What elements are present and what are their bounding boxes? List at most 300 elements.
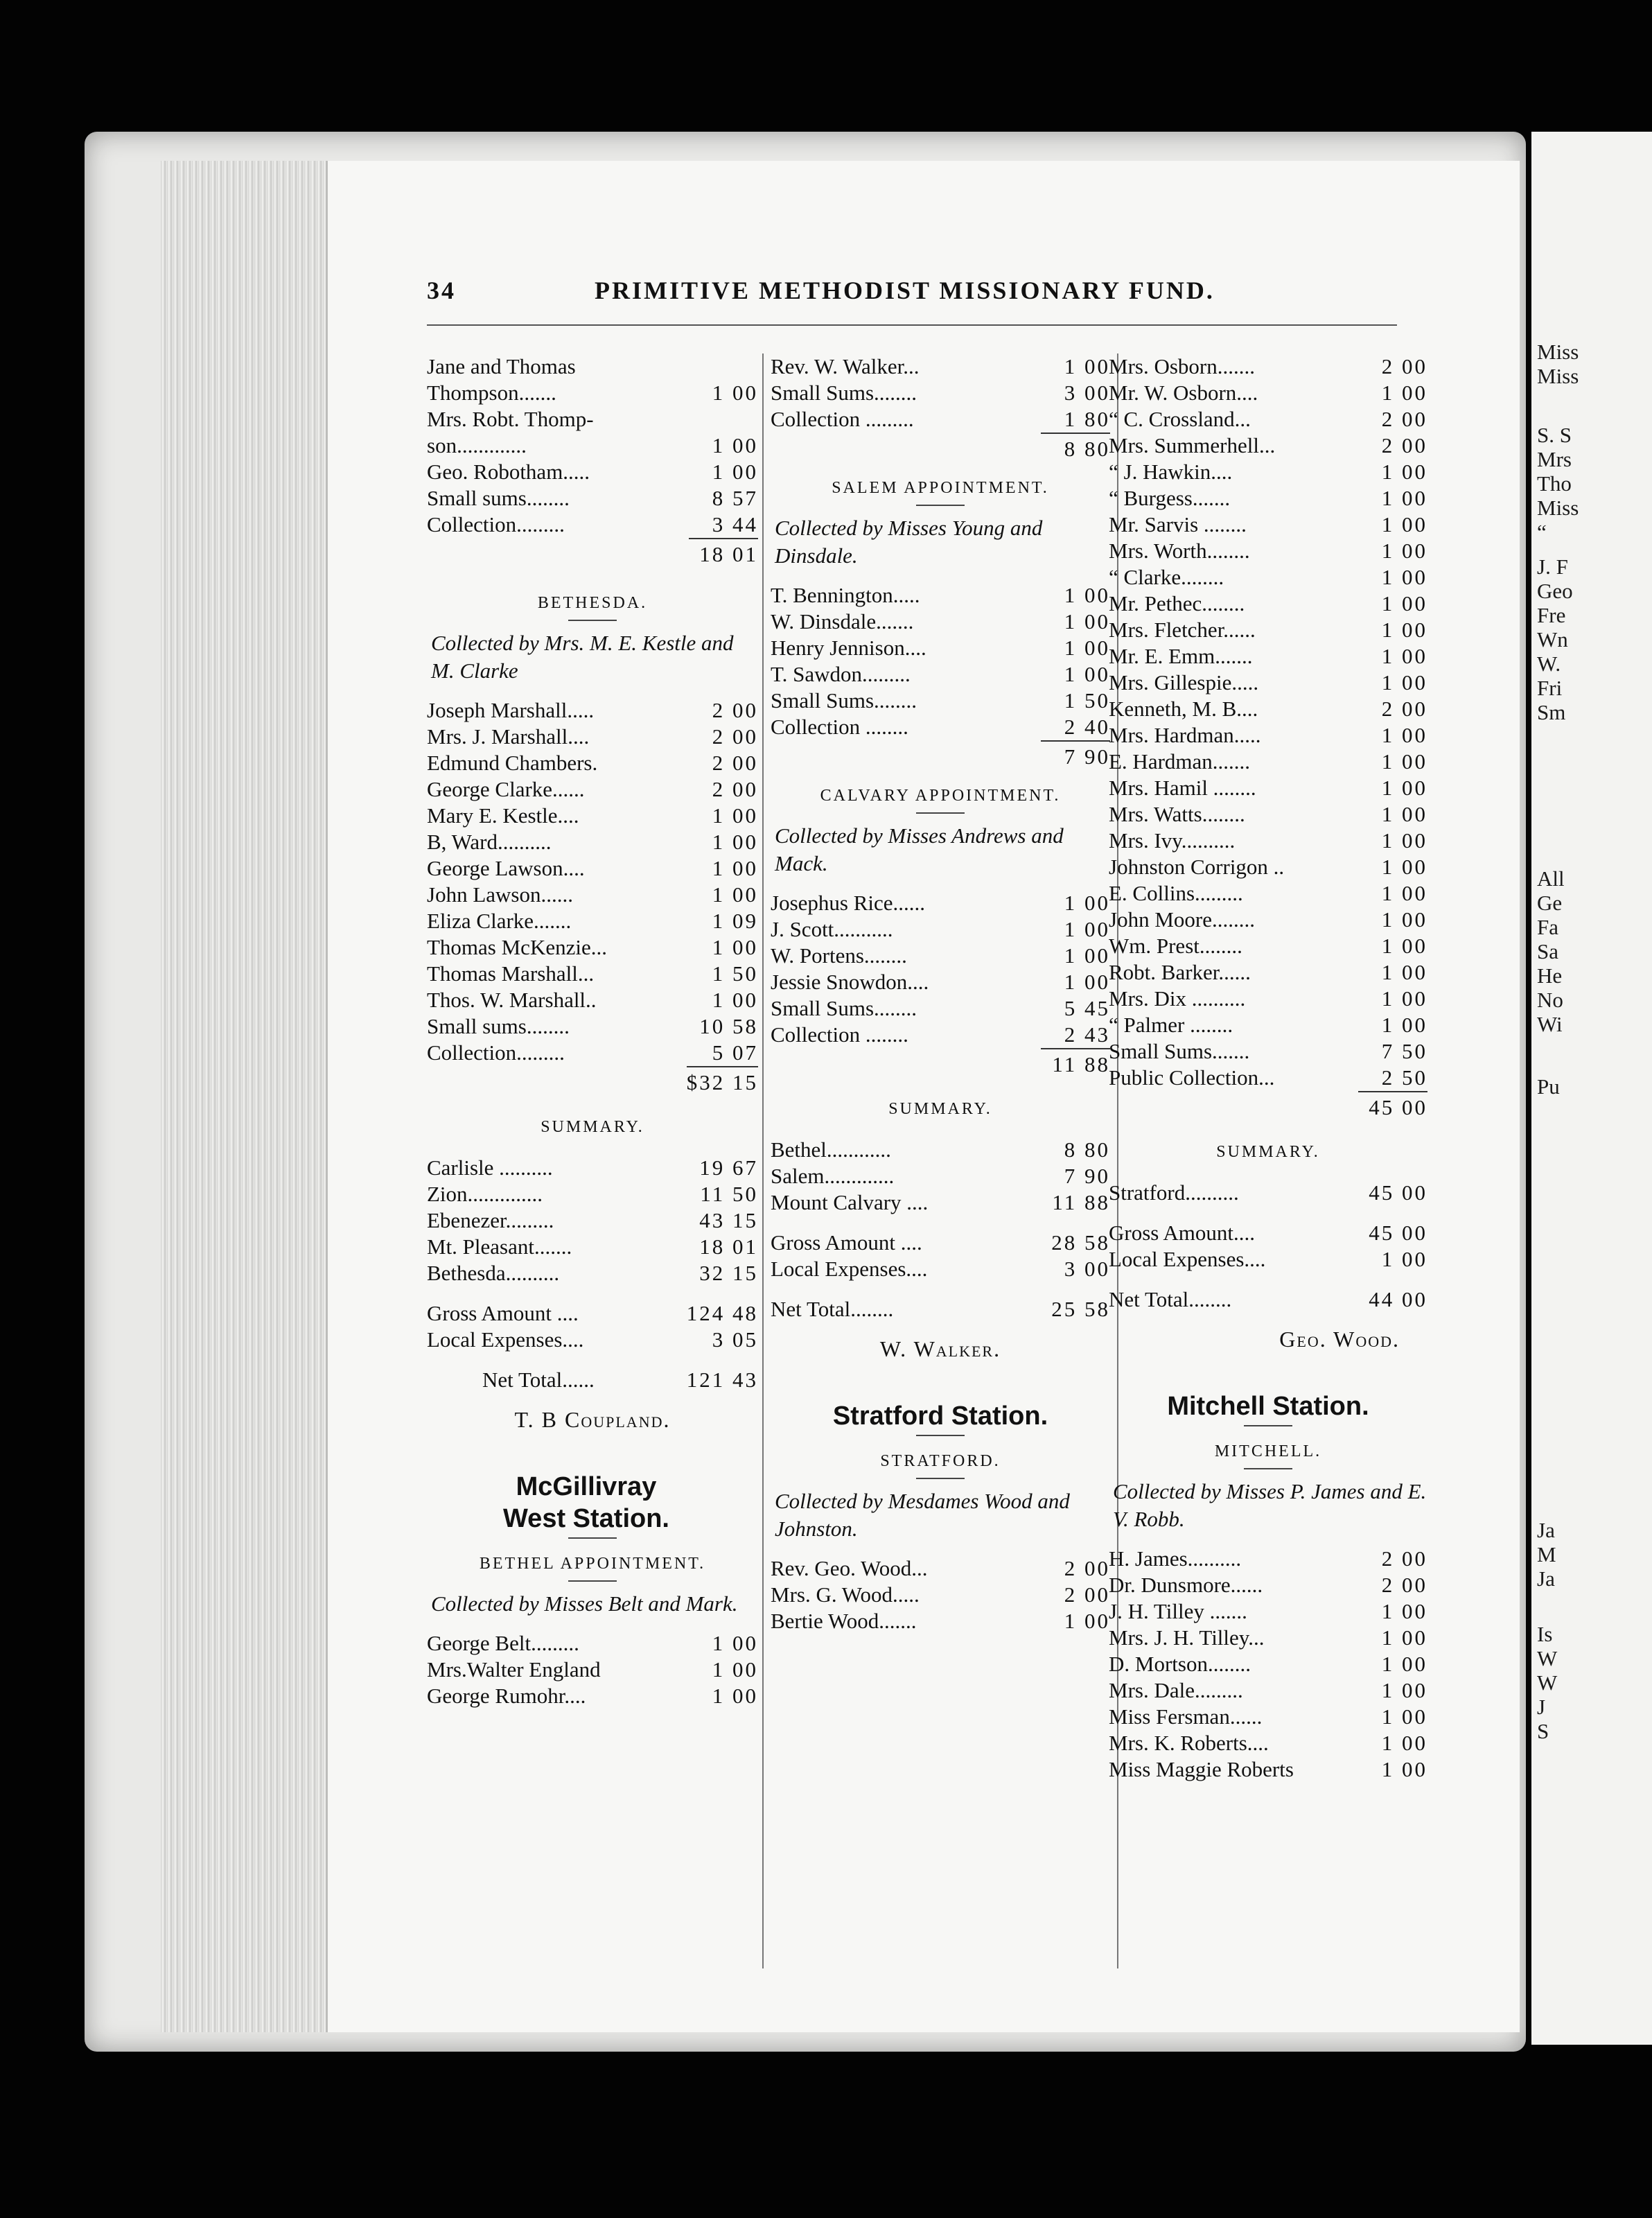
entry-name: Johnston Corrigon .. xyxy=(1109,855,1285,879)
entry-amount: 1 00 xyxy=(1064,1609,1110,1633)
entry-row xyxy=(1109,1546,1427,1572)
entry-row xyxy=(771,688,1110,714)
entry-name: J. H. Tilley ....... xyxy=(1109,1599,1247,1623)
entry-row xyxy=(1109,512,1427,538)
entry-amount: 1 00 xyxy=(1381,776,1427,800)
entry-amount: 1 00 xyxy=(1381,828,1427,853)
entry-amount: 1 00 xyxy=(1381,591,1427,615)
entry-row xyxy=(771,406,1110,433)
entry-amount: 8 80 xyxy=(1064,1137,1110,1162)
entry-name: Mrs. Summerhell... xyxy=(1109,433,1276,457)
entry-name: “ J. Hawkin.... xyxy=(1109,460,1233,484)
facing-page-text: Sa xyxy=(1537,939,1558,963)
entry-name: Salem............. xyxy=(771,1164,895,1188)
entry-amount: 1 09 xyxy=(712,909,758,933)
section-heading: SUMMARY. xyxy=(541,1118,644,1136)
facing-page-text: Fa xyxy=(1537,915,1558,939)
entry-name: Net Total........ xyxy=(771,1297,894,1321)
entry-row xyxy=(1109,801,1427,828)
entry-name: Mrs. Osborn....... xyxy=(1109,354,1255,378)
entry-amount: 1 00 xyxy=(1381,512,1427,536)
column-2 xyxy=(762,353,1118,1968)
entry-row xyxy=(1109,406,1427,433)
entry-row xyxy=(1109,775,1427,801)
entry-name: Mrs. G. Wood..... xyxy=(771,1582,920,1607)
entry-name: Thomas Marshall... xyxy=(427,961,595,986)
entry-amount: 1 00 xyxy=(1381,1757,1427,1781)
divider xyxy=(568,1537,617,1539)
entry-amount: 1 00 xyxy=(712,1631,758,1655)
entry-amount: 2 00 xyxy=(1381,697,1427,721)
entry-name: Mr. Sarvis ........ xyxy=(1109,512,1247,536)
entry-name: J. Scott........... xyxy=(771,917,893,941)
entry-name: Local Expenses.... xyxy=(427,1327,584,1352)
entry-amount: 1 00 xyxy=(1381,1704,1427,1729)
entry-amount: 1 00 xyxy=(1064,662,1110,686)
entry-name: Public Collection... xyxy=(1109,1065,1275,1090)
divider xyxy=(568,620,617,621)
entry-row xyxy=(1109,1625,1427,1651)
header-rule xyxy=(427,324,1397,326)
entry-amount: 1 80 xyxy=(1064,407,1110,431)
entry-row xyxy=(1109,1598,1427,1625)
entry-amount: 2 00 xyxy=(1381,407,1427,431)
entry-amount: 8 57 xyxy=(712,486,758,510)
entry-row xyxy=(427,433,758,459)
section-heading: BETHESDA. xyxy=(537,594,648,612)
entry-row xyxy=(1109,564,1427,591)
entry-row xyxy=(1109,696,1427,722)
entry-name: George Clarke...... xyxy=(427,777,585,801)
entry-row xyxy=(1109,880,1427,907)
entry-name: Stratford.......... xyxy=(1109,1180,1239,1205)
entry-amount: 1 00 xyxy=(1381,907,1427,932)
entry-name: W. Dinsdale....... xyxy=(771,609,914,634)
facing-page-text: Pu xyxy=(1537,1074,1560,1099)
entry-row xyxy=(1109,959,1427,986)
entry-amount: 1 00 xyxy=(1064,583,1110,607)
section-heading: SALEM APPOINTMENT. xyxy=(832,479,1049,497)
entry-row xyxy=(427,855,758,882)
entry-amount: 2 00 xyxy=(1381,1573,1427,1597)
entry-name: Small sums........ xyxy=(427,486,570,510)
page-number: 34 xyxy=(427,277,456,304)
entry-row xyxy=(771,661,1110,688)
entry-row xyxy=(1109,907,1427,933)
entry-amount: 1 00 xyxy=(1064,891,1110,915)
entry-amount: 1 00 xyxy=(1381,670,1427,695)
entry-row xyxy=(771,969,1110,995)
facing-page-text: Ge xyxy=(1537,891,1563,915)
entry-name: Mrs. Hamil ........ xyxy=(1109,776,1256,800)
entry-amount: 5 07 xyxy=(712,1040,758,1065)
subtotal: 18 01 xyxy=(689,538,758,568)
entry-row xyxy=(1109,1246,1427,1273)
entry-row xyxy=(1109,1651,1427,1677)
divider xyxy=(916,505,965,506)
entry-row xyxy=(771,1256,1110,1282)
entry-amount: 2 00 xyxy=(1064,1556,1110,1580)
entry-amount: 1 00 xyxy=(1064,943,1110,968)
entry-name: Carlisle .......... xyxy=(427,1155,553,1180)
entry-amount: 1 00 xyxy=(712,803,758,828)
entry-row xyxy=(1109,591,1427,617)
facing-page-text: S xyxy=(1537,1719,1549,1743)
entry-amount: 2 00 xyxy=(1381,433,1427,457)
entry-row xyxy=(1109,1180,1427,1206)
facing-page-text: Miss xyxy=(1537,364,1579,388)
entry-row xyxy=(1109,1065,1427,1091)
entry-row xyxy=(1109,1038,1427,1065)
entry-name: John Moore........ xyxy=(1109,907,1255,932)
section-heading: SUMMARY. xyxy=(1216,1143,1320,1161)
entry-row xyxy=(427,1181,758,1207)
entry-row xyxy=(771,1230,1110,1256)
entry-row xyxy=(427,380,758,406)
entry-amount: 1 00 xyxy=(1381,486,1427,510)
entry-amount: 1 00 xyxy=(1381,986,1427,1011)
entry-amount: 1 00 xyxy=(712,935,758,959)
entry-amount: 1 00 xyxy=(712,882,758,907)
entry-name: Bethesda.......... xyxy=(427,1261,560,1285)
entry-row xyxy=(427,353,758,380)
entry-name: Thomas McKenzie... xyxy=(427,935,607,959)
entry-row xyxy=(771,1608,1110,1634)
entry-amount: 1 00 xyxy=(1381,881,1427,905)
section-heading: CALVARY APPOINTMENT. xyxy=(820,787,1061,805)
entry-amount: 121 43 xyxy=(686,1368,758,1392)
entry-amount: 7 90 xyxy=(1064,1164,1110,1188)
entry-amount: 11 88 xyxy=(1052,1190,1110,1214)
entry-name: Zion.............. xyxy=(427,1182,543,1206)
facing-page-text: He xyxy=(1537,963,1563,988)
entry-row xyxy=(427,1234,758,1260)
entry-name: E. Hardman....... xyxy=(1109,749,1251,774)
entry-amount: 1 00 xyxy=(1064,970,1110,994)
divider xyxy=(916,1435,965,1436)
entry-amount: 2 00 xyxy=(1064,1582,1110,1607)
entry-name: Rev. W. Walker... xyxy=(771,354,920,378)
entry-row xyxy=(771,1582,1110,1608)
entry-amount: 3 00 xyxy=(1064,381,1110,405)
entry-name: Gross Amount .... xyxy=(427,1301,579,1325)
subtotal: 7 90 xyxy=(1041,740,1110,771)
entry-amount: 1 00 xyxy=(1381,723,1427,747)
entry-row xyxy=(1109,749,1427,775)
entry-name: Geo. Robotham..... xyxy=(427,460,590,484)
entry-row xyxy=(771,916,1110,943)
entry-name: Thos. W. Marshall.. xyxy=(427,988,597,1012)
entry-name: Mrs. Fletcher...... xyxy=(1109,618,1256,642)
section-heading: SUMMARY. xyxy=(888,1100,992,1118)
entry-row xyxy=(1109,459,1427,485)
entry-name: Kenneth, M. B.... xyxy=(1109,697,1258,721)
entry-name: Mrs. Ivy.......... xyxy=(1109,828,1236,853)
entry-amount: 1 00 xyxy=(1381,1625,1427,1650)
entry-amount: 1 00 xyxy=(712,433,758,457)
entry-row xyxy=(427,485,758,512)
entry-amount: 2 00 xyxy=(712,698,758,722)
station-title: Mitchell Station. xyxy=(1167,1392,1369,1421)
entry-row xyxy=(771,1555,1110,1582)
entry-name: Small Sums........ xyxy=(771,996,917,1020)
entry-amount: 124 48 xyxy=(686,1301,758,1325)
entry-row xyxy=(427,1013,758,1040)
entry-row xyxy=(1109,1756,1427,1783)
facing-page-text: W xyxy=(1537,1646,1558,1670)
entry-name: Bethel............ xyxy=(771,1137,891,1162)
entry-name: Small Sums....... xyxy=(1109,1039,1250,1063)
facing-page-text: Miss xyxy=(1537,340,1579,364)
entry-row xyxy=(427,882,758,908)
entry-amount: 1 00 xyxy=(1381,934,1427,958)
collected-by: Collected by Misses Young and Dinsdale. xyxy=(775,516,1043,568)
entry-name: Small Sums........ xyxy=(771,381,917,405)
entry-name: son............. xyxy=(427,433,527,457)
entry-row xyxy=(771,582,1110,609)
entry-name: Local Expenses.... xyxy=(1109,1247,1266,1271)
entry-name: Jane and Thomas xyxy=(427,354,576,378)
entry-amount: 1 00 xyxy=(1381,749,1427,774)
entry-amount: 43 15 xyxy=(699,1208,758,1232)
entry-amount: 2 00 xyxy=(712,777,758,801)
subtotal: 8 80 xyxy=(1041,433,1110,463)
entry-row xyxy=(1109,538,1427,564)
entry-amount: 1 00 xyxy=(1381,1652,1427,1676)
divider xyxy=(1244,1468,1292,1469)
entry-name: Local Expenses.... xyxy=(771,1257,928,1281)
entry-row xyxy=(771,1022,1110,1048)
entry-name: H. James.......... xyxy=(1109,1546,1242,1571)
entry-name: Bertie Wood....... xyxy=(771,1609,917,1633)
entry-row xyxy=(771,943,1110,969)
entry-amount: 1 00 xyxy=(1064,354,1110,378)
entry-name: John Lawson...... xyxy=(427,882,573,907)
entry-row xyxy=(427,1260,758,1286)
facing-page-text: Fre xyxy=(1537,603,1566,627)
facing-page-text: “ xyxy=(1537,520,1547,544)
entry-row xyxy=(427,1040,758,1066)
entry-amount: 1 00 xyxy=(1381,539,1427,563)
entry-amount: 1 00 xyxy=(1064,609,1110,634)
facing-page-text: W xyxy=(1537,1670,1558,1695)
entry-amount: 45 00 xyxy=(1369,1180,1427,1205)
entry-name: W. Portens........ xyxy=(771,943,907,968)
entry-amount: 1 00 xyxy=(1381,1678,1427,1702)
entry-amount: 1 00 xyxy=(1381,644,1427,668)
page-title: PRIMITIVE METHODIST MISSIONARY FUND. xyxy=(595,277,1215,304)
facing-page-text: Ja xyxy=(1537,1566,1555,1591)
entry-row xyxy=(771,890,1110,916)
entry-name: Miss Maggie Roberts xyxy=(1109,1757,1294,1781)
entry-row xyxy=(1109,1730,1427,1756)
entry-name: Josephus Rice...... xyxy=(771,891,926,915)
entry-name: Mrs. Hardman..... xyxy=(1109,723,1261,747)
entry-amount: 2 00 xyxy=(1381,1546,1427,1571)
entry-amount: 45 00 xyxy=(1369,1221,1427,1245)
entry-row xyxy=(427,697,758,724)
entry-row xyxy=(1109,353,1427,380)
entry-name: Ebenezer......... xyxy=(427,1208,554,1232)
entry-amount: 3 44 xyxy=(712,512,758,536)
entry-row xyxy=(427,406,758,433)
entry-name: Mary E. Kestle.... xyxy=(427,803,579,828)
entry-name: Gross Amount.... xyxy=(1109,1221,1255,1245)
divider xyxy=(1244,1425,1292,1426)
entry-name: Mrs. J. Marshall.... xyxy=(427,724,590,749)
subtotal: $32 15 xyxy=(687,1066,758,1097)
entry-row xyxy=(1109,643,1427,670)
entry-row xyxy=(1109,854,1427,880)
entry-name: Mr. Pethec........ xyxy=(1109,591,1245,615)
facing-page-text: Sm xyxy=(1537,700,1566,724)
entry-amount: 10 58 xyxy=(699,1014,758,1038)
entry-row xyxy=(1109,1677,1427,1704)
entry-amount: 1 00 xyxy=(712,830,758,854)
facing-page-text: Mrs xyxy=(1537,447,1572,471)
entry-amount: 19 67 xyxy=(699,1155,758,1180)
entry-amount: 11 50 xyxy=(700,1182,758,1206)
entry-amount: 2 00 xyxy=(1381,354,1427,378)
entry-amount: 2 40 xyxy=(1064,715,1110,739)
entry-name: Mrs. Dix .......... xyxy=(1109,986,1246,1011)
facing-page-text: Wi xyxy=(1537,1012,1563,1036)
facing-page-text: Wn xyxy=(1537,627,1568,652)
entry-name: George Lawson.... xyxy=(427,856,585,880)
entry-row xyxy=(427,1683,758,1709)
entry-row xyxy=(771,995,1110,1022)
section-heading: BETHEL APPOINTMENT. xyxy=(479,1555,706,1573)
entry-amount: 1 00 xyxy=(1064,636,1110,660)
entry-amount: 1 00 xyxy=(1381,1599,1427,1623)
entry-name: George Belt......... xyxy=(427,1631,579,1655)
entry-name: Eliza Clarke....... xyxy=(427,909,572,933)
entry-name: Mount Calvary .... xyxy=(771,1190,929,1214)
entry-row xyxy=(1109,380,1427,406)
facing-page-text: Fri xyxy=(1537,676,1563,700)
entry-row xyxy=(427,1657,758,1683)
entry-amount: 1 00 xyxy=(712,856,758,880)
entry-row xyxy=(1109,1704,1427,1730)
entry-row xyxy=(1109,1220,1427,1246)
entry-amount: 28 58 xyxy=(1051,1230,1110,1255)
entry-name: Miss Fersman...... xyxy=(1109,1704,1263,1729)
entry-amount: 1 00 xyxy=(712,460,758,484)
entry-row xyxy=(771,609,1110,635)
entry-row xyxy=(427,459,758,485)
entry-amount: 1 00 xyxy=(1381,802,1427,826)
entry-name: Collection......... xyxy=(427,1040,565,1065)
entry-name: Mr. W. Osborn.... xyxy=(1109,381,1258,405)
entry-row xyxy=(771,1296,1110,1322)
subtotal: 45 00 xyxy=(1358,1091,1427,1121)
entry-row xyxy=(1109,617,1427,643)
facing-page-text: Miss xyxy=(1537,496,1579,520)
entry-amount: 1 00 xyxy=(1381,1013,1427,1037)
entry-amount: 1 00 xyxy=(1381,1731,1427,1755)
entry-name: Net Total...... xyxy=(482,1368,595,1392)
entry-row xyxy=(771,353,1110,380)
facing-page xyxy=(1531,132,1652,2045)
entry-amount: 1 00 xyxy=(1381,618,1427,642)
facing-page-text: Geo xyxy=(1537,579,1573,603)
entry-amount: 32 15 xyxy=(699,1261,758,1285)
entry-name: Small Sums........ xyxy=(771,688,917,713)
divider xyxy=(568,1580,617,1582)
entry-name: Mrs. Worth........ xyxy=(1109,539,1250,563)
collected-by: Collected by Misses P. James and E. V. Robb. xyxy=(1113,1479,1427,1531)
entry-name: T. Bennington..... xyxy=(771,583,920,607)
facing-page-text: Tho xyxy=(1537,471,1572,496)
facing-page-text: Is xyxy=(1537,1622,1553,1646)
entry-row xyxy=(1109,1572,1427,1598)
entry-name: Mr. E. Emm....... xyxy=(1109,644,1253,668)
entry-row xyxy=(427,776,758,803)
entry-row xyxy=(427,987,758,1013)
entry-name: Collection......... xyxy=(427,512,565,536)
facing-page-text: M xyxy=(1537,1542,1556,1566)
entry-row xyxy=(427,1630,758,1657)
entry-amount: 2 50 xyxy=(1381,1065,1427,1090)
column-1 xyxy=(427,353,758,1709)
entry-name: Mt. Pleasant....... xyxy=(427,1234,572,1259)
entry-name: Henry Jennison.... xyxy=(771,636,926,660)
entry-row xyxy=(427,908,758,934)
subtotal: 11 88 xyxy=(1041,1048,1110,1079)
entry-row xyxy=(1109,670,1427,696)
entry-name: Rev. Geo. Wood... xyxy=(771,1556,928,1580)
entry-row xyxy=(427,934,758,961)
entry-row xyxy=(1109,986,1427,1012)
entry-name: Edmund Chambers. xyxy=(427,751,598,775)
entry-row xyxy=(427,750,758,776)
facing-page-text: No xyxy=(1537,988,1563,1012)
entry-name: Gross Amount .... xyxy=(771,1230,922,1255)
entry-row xyxy=(427,961,758,987)
entry-amount: 1 00 xyxy=(1381,855,1427,879)
entry-name: George Rumohr.... xyxy=(427,1684,586,1708)
entry-row xyxy=(427,803,758,829)
entry-row xyxy=(1109,1012,1427,1038)
collected-by: Collected by Mrs. M. E. Kestle and M. Clarke xyxy=(431,631,734,683)
entry-amount: 1 50 xyxy=(1064,688,1110,713)
entry-amount: 5 45 xyxy=(1064,996,1110,1020)
entry-name: Jessie Snowdon.... xyxy=(771,970,929,994)
page-header xyxy=(427,276,1432,317)
signature: W. Walker. xyxy=(879,1336,1001,1361)
entry-name: T. Sawdon......... xyxy=(771,662,911,686)
entry-name: Mrs. K. Roberts.... xyxy=(1109,1731,1269,1755)
column-3 xyxy=(1109,353,1427,1783)
entry-amount: 2 43 xyxy=(1064,1022,1110,1047)
entry-name: D. Mortson........ xyxy=(1109,1652,1251,1676)
entry-amount: 1 00 xyxy=(1381,381,1427,405)
entry-amount: 44 00 xyxy=(1369,1287,1427,1311)
entry-row xyxy=(1109,433,1427,459)
signature: T. B Coupland. xyxy=(514,1407,671,1432)
page-edges xyxy=(161,161,334,2032)
entry-amount: 1 00 xyxy=(1381,460,1427,484)
entry-row xyxy=(427,1327,758,1353)
entry-row xyxy=(771,380,1110,406)
entry-name: Net Total........ xyxy=(1109,1287,1232,1311)
entry-name: E. Collins......... xyxy=(1109,881,1243,905)
entry-amount: 18 01 xyxy=(699,1234,758,1259)
entry-amount: 1 00 xyxy=(712,1684,758,1708)
entry-amount: 1 00 xyxy=(712,381,758,405)
entry-name: “ C. Crossland... xyxy=(1109,407,1251,431)
entry-amount: 2 00 xyxy=(712,724,758,749)
